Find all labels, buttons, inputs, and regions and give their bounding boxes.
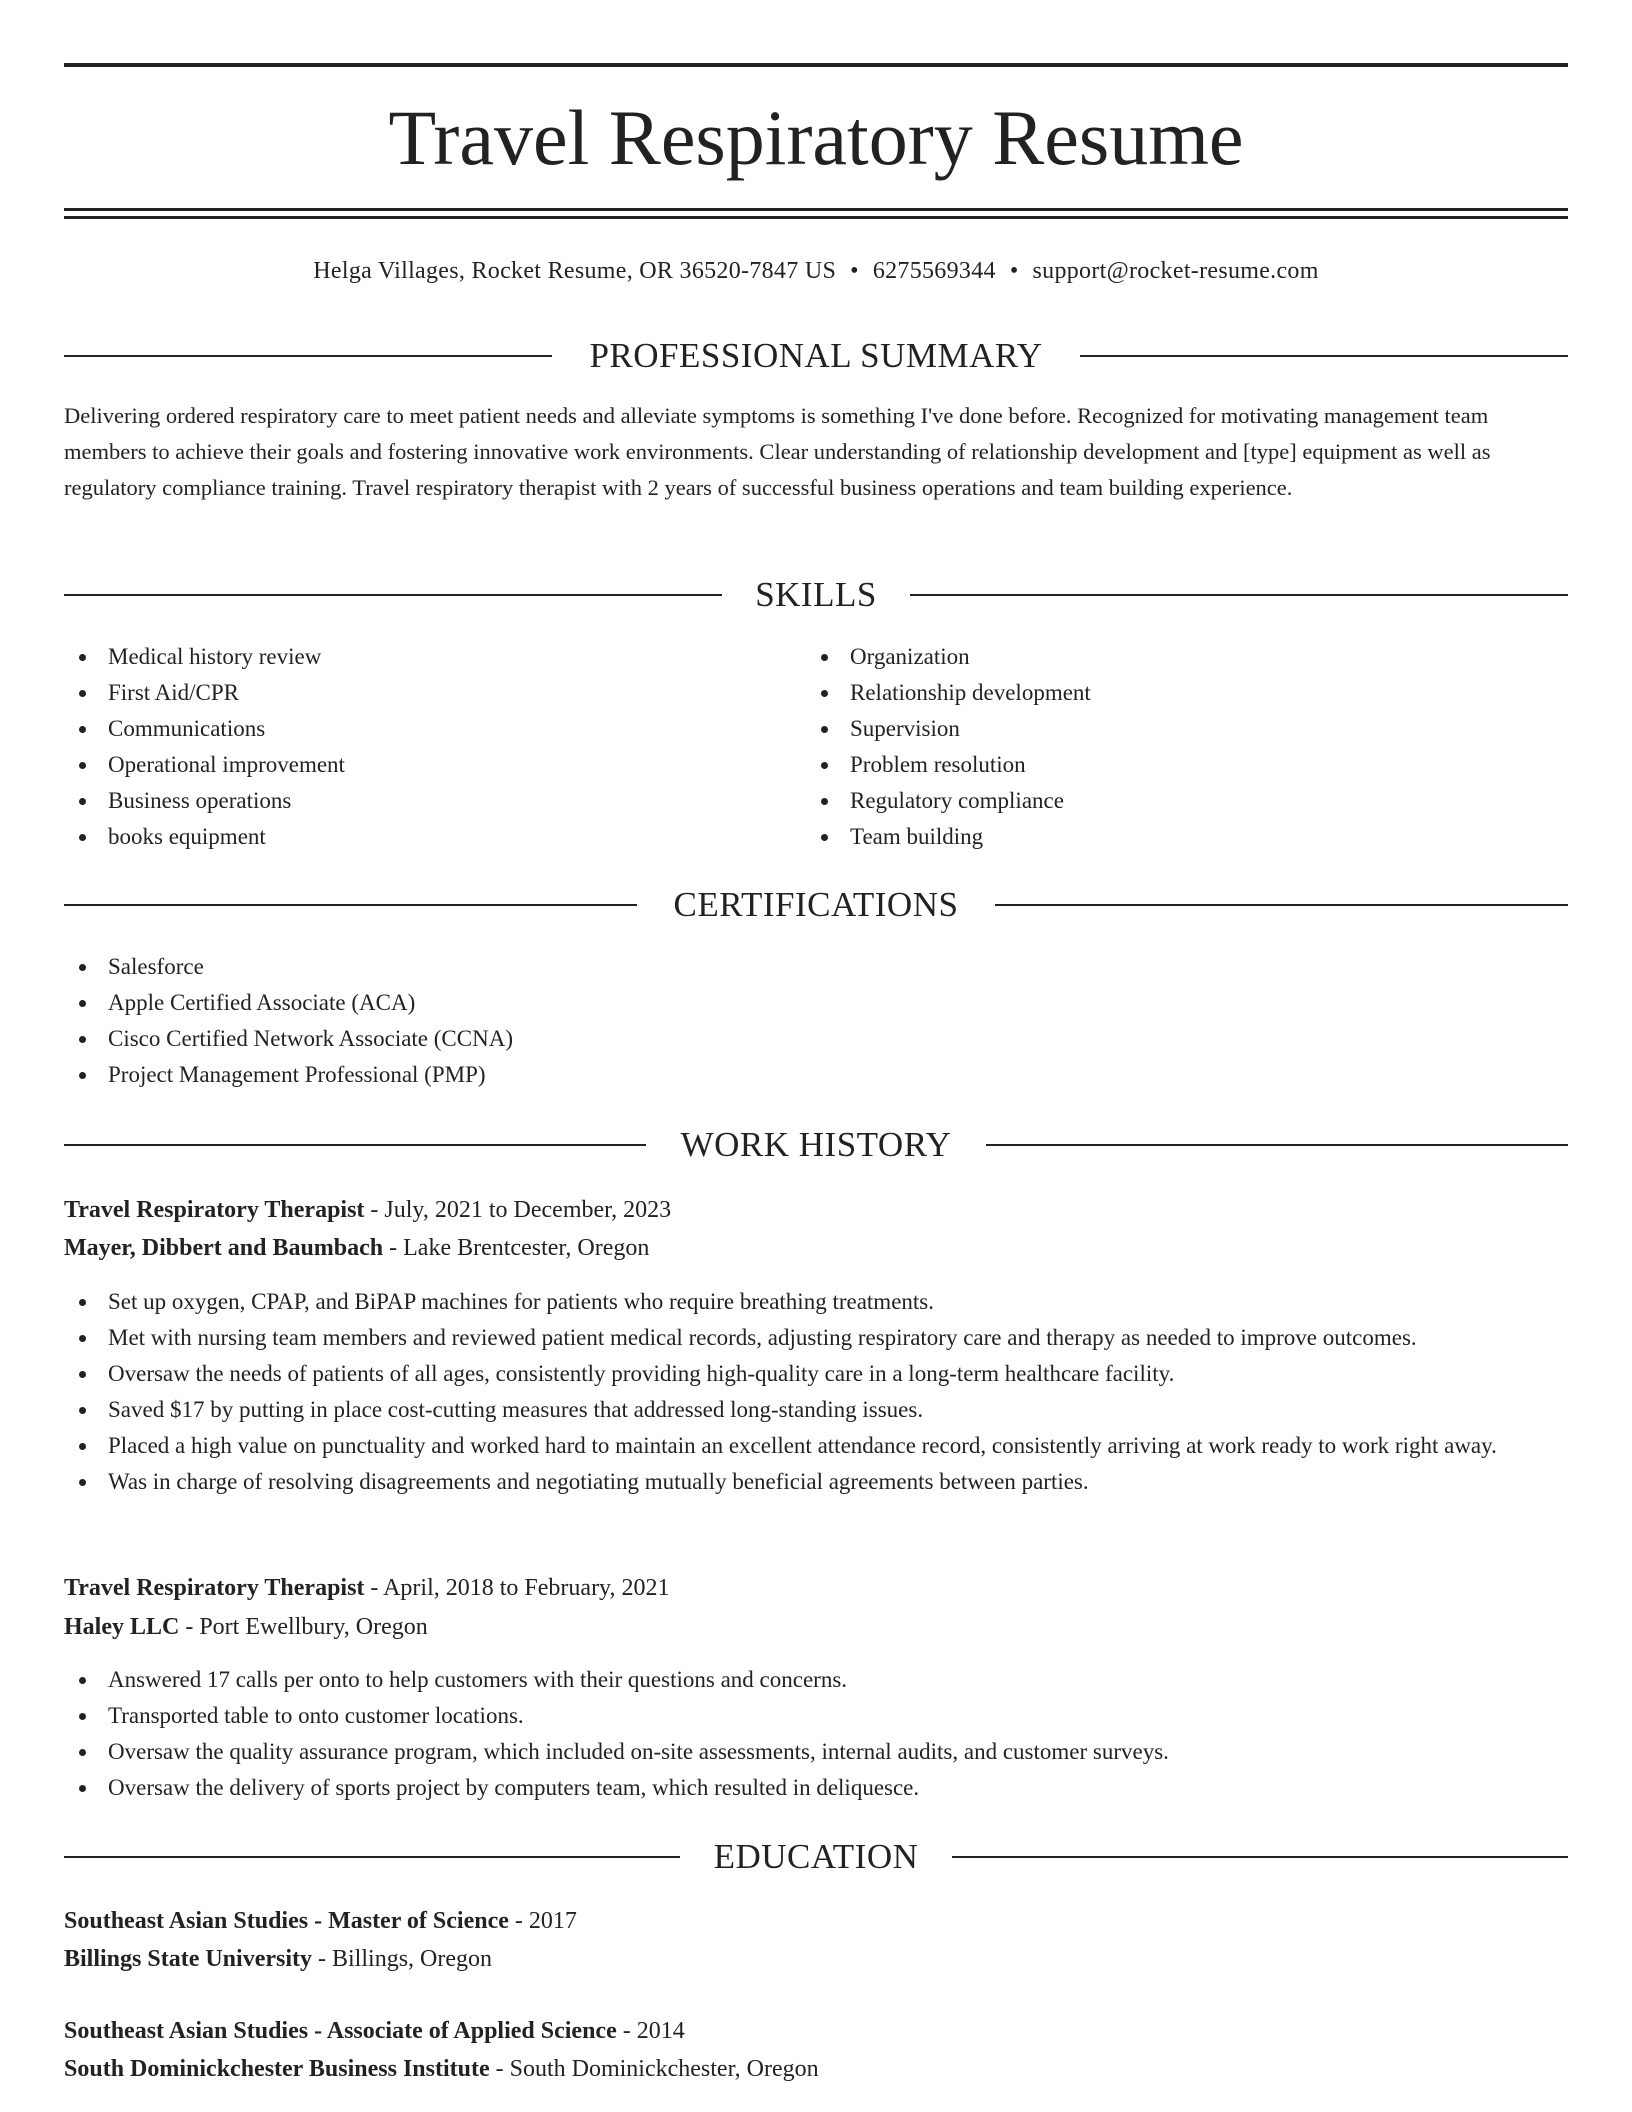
- job-company-line: [64, 1608, 1568, 1646]
- section-heading-summary: [64, 331, 1568, 381]
- section-title: PROFESSIONAL SUMMARY: [589, 336, 1043, 375]
- header-rule: [64, 208, 1568, 211]
- contact-phone: 6275569344: [872, 258, 996, 284]
- list-item: Supervision: [806, 711, 1546, 747]
- skills-list-right: [806, 639, 1546, 855]
- job-title-line: [64, 1191, 1568, 1229]
- job-dates: - April, 2018 to February, 2021: [364, 1575, 670, 1601]
- education-location: - South Dominickchester, Oregon: [489, 2056, 819, 2082]
- header-top-rule: [64, 63, 1568, 67]
- section-title: EDUCATION: [713, 1837, 919, 1876]
- contact-address: Helga Villages, Rocket Resume, OR 36520-7847 US: [313, 258, 837, 284]
- job-company: Haley LLC: [64, 1614, 180, 1640]
- contact-separator: •: [850, 258, 859, 284]
- section-title: WORK HISTORY: [680, 1125, 952, 1164]
- education-school-line: [64, 2050, 1568, 2088]
- job-company-line: [64, 1229, 1568, 1267]
- education-degree-line: [64, 1902, 1568, 1940]
- list-item: Transported table to onto customer locations.: [64, 1698, 1568, 1734]
- heading-rule: [910, 594, 1568, 596]
- contact-email: support@rocket-resume.com: [1032, 258, 1319, 284]
- education-school: South Dominickchester Business Institute: [64, 2056, 490, 2082]
- list-item: Team building: [806, 819, 1546, 855]
- job-duties-list: [64, 1284, 1568, 1500]
- education-degree: Southeast Asian Studies - Master of Science: [64, 1908, 509, 1934]
- job-title: Travel Respiratory Therapist: [64, 1197, 365, 1223]
- list-item: Oversaw the delivery of sports project by computers team, which resulted in deliquesce.: [64, 1770, 1568, 1806]
- list-item: Oversaw the quality assurance program, which included on-site assessments, internal audits, and customer surveys.: [64, 1734, 1568, 1770]
- list-item: Saved $17 by putting in place cost-cutting measures that addressed long-standing issues.: [64, 1392, 1568, 1428]
- section-heading-certifications: [64, 880, 1568, 930]
- section-title: CERTIFICATIONS: [673, 885, 959, 924]
- education-degree: Southeast Asian Studies - Associate of Applied Science: [64, 2018, 617, 2044]
- list-item: First Aid/CPR: [64, 675, 804, 711]
- list-item: books equipment: [64, 819, 804, 855]
- job-dates: - July, 2021 to December, 2023: [364, 1197, 672, 1223]
- list-item: Salesforce: [64, 949, 1568, 985]
- list-item: Cisco Certified Network Associate (CCNA): [64, 1021, 1568, 1057]
- list-item: Organization: [806, 639, 1546, 675]
- list-item: Apple Certified Associate (ACA): [64, 985, 1568, 1021]
- job-company: Mayer, Dibbert and Baumbach: [64, 1235, 384, 1261]
- education-location: - Billings, Oregon: [312, 1946, 493, 1972]
- list-item: Problem resolution: [806, 747, 1546, 783]
- section-heading-work-history: [64, 1120, 1568, 1170]
- list-item: Set up oxygen, CPAP, and BiPAP machines for patients who require breathing treatments.: [64, 1284, 1568, 1320]
- heading-rule: [995, 904, 1568, 906]
- list-item: Regulatory compliance: [806, 783, 1546, 819]
- heading-rule: [1080, 355, 1568, 357]
- section-title: SKILLS: [755, 575, 877, 614]
- education-degree-line: [64, 2012, 1568, 2050]
- education-year: - 2017: [508, 1908, 577, 1934]
- list-item: Was in charge of resolving disagreements and negotiating mutually beneficial agreements between parties.: [64, 1464, 1568, 1500]
- job-duties-list: [64, 1662, 1568, 1806]
- education-year: - 2014: [616, 2018, 685, 2044]
- list-item: Business operations: [64, 783, 804, 819]
- page-title: Travel Respiratory Resume: [388, 94, 1244, 181]
- list-item: Medical history review: [64, 639, 804, 675]
- job-title-line: [64, 1569, 1568, 1607]
- list-item: Operational improvement: [64, 747, 804, 783]
- contact-separator: •: [1009, 258, 1019, 284]
- job-location: - Port Ewellbury, Oregon: [179, 1614, 428, 1640]
- list-item: Met with nursing team members and reviewed patient medical records, adjusting respiratory care and therapy as needed to improve outcomes.: [64, 1320, 1568, 1356]
- section-heading-education: [64, 1832, 1568, 1882]
- job-location: - Lake Brentcester, Oregon: [383, 1235, 650, 1261]
- contact-line: [64, 253, 1568, 289]
- heading-rule: [952, 1856, 1568, 1858]
- list-item: Relationship development: [806, 675, 1546, 711]
- list-item: Placed a high value on punctuality and worked hard to maintain an excellent attendance record, consistently arriving at work ready to work right away.: [64, 1428, 1568, 1464]
- list-item: Answered 17 calls per onto to help customers with their questions and concerns.: [64, 1662, 1568, 1698]
- heading-rule: [986, 1144, 1568, 1146]
- section-heading-skills: [64, 570, 1568, 620]
- certifications-list: [64, 949, 1568, 1093]
- list-item: Project Management Professional (PMP): [64, 1057, 1568, 1093]
- job-title: Travel Respiratory Therapist: [64, 1575, 365, 1601]
- skills-list-left: [64, 639, 804, 855]
- education-school: Billings State University: [64, 1946, 313, 1972]
- list-item: Communications: [64, 711, 804, 747]
- education-school-line: [64, 1940, 1568, 1978]
- header-rule: [64, 216, 1568, 219]
- summary-text: Delivering ordered respiratory care to meet patient needs and alleviate symptoms is something I've done before. Recognized for motivating management team members to achieve their goals and fostering innovative work environments. Clear understanding of relationship development and [type] equipment as well as regulatory compliance training. Travel respiratory therapist with 2 years of successful business operations and team building experience.: [64, 403, 1491, 500]
- list-item: Oversaw the needs of patients of all ages, consistently providing high-quality care in a long-term healthcare facility.: [64, 1356, 1568, 1392]
